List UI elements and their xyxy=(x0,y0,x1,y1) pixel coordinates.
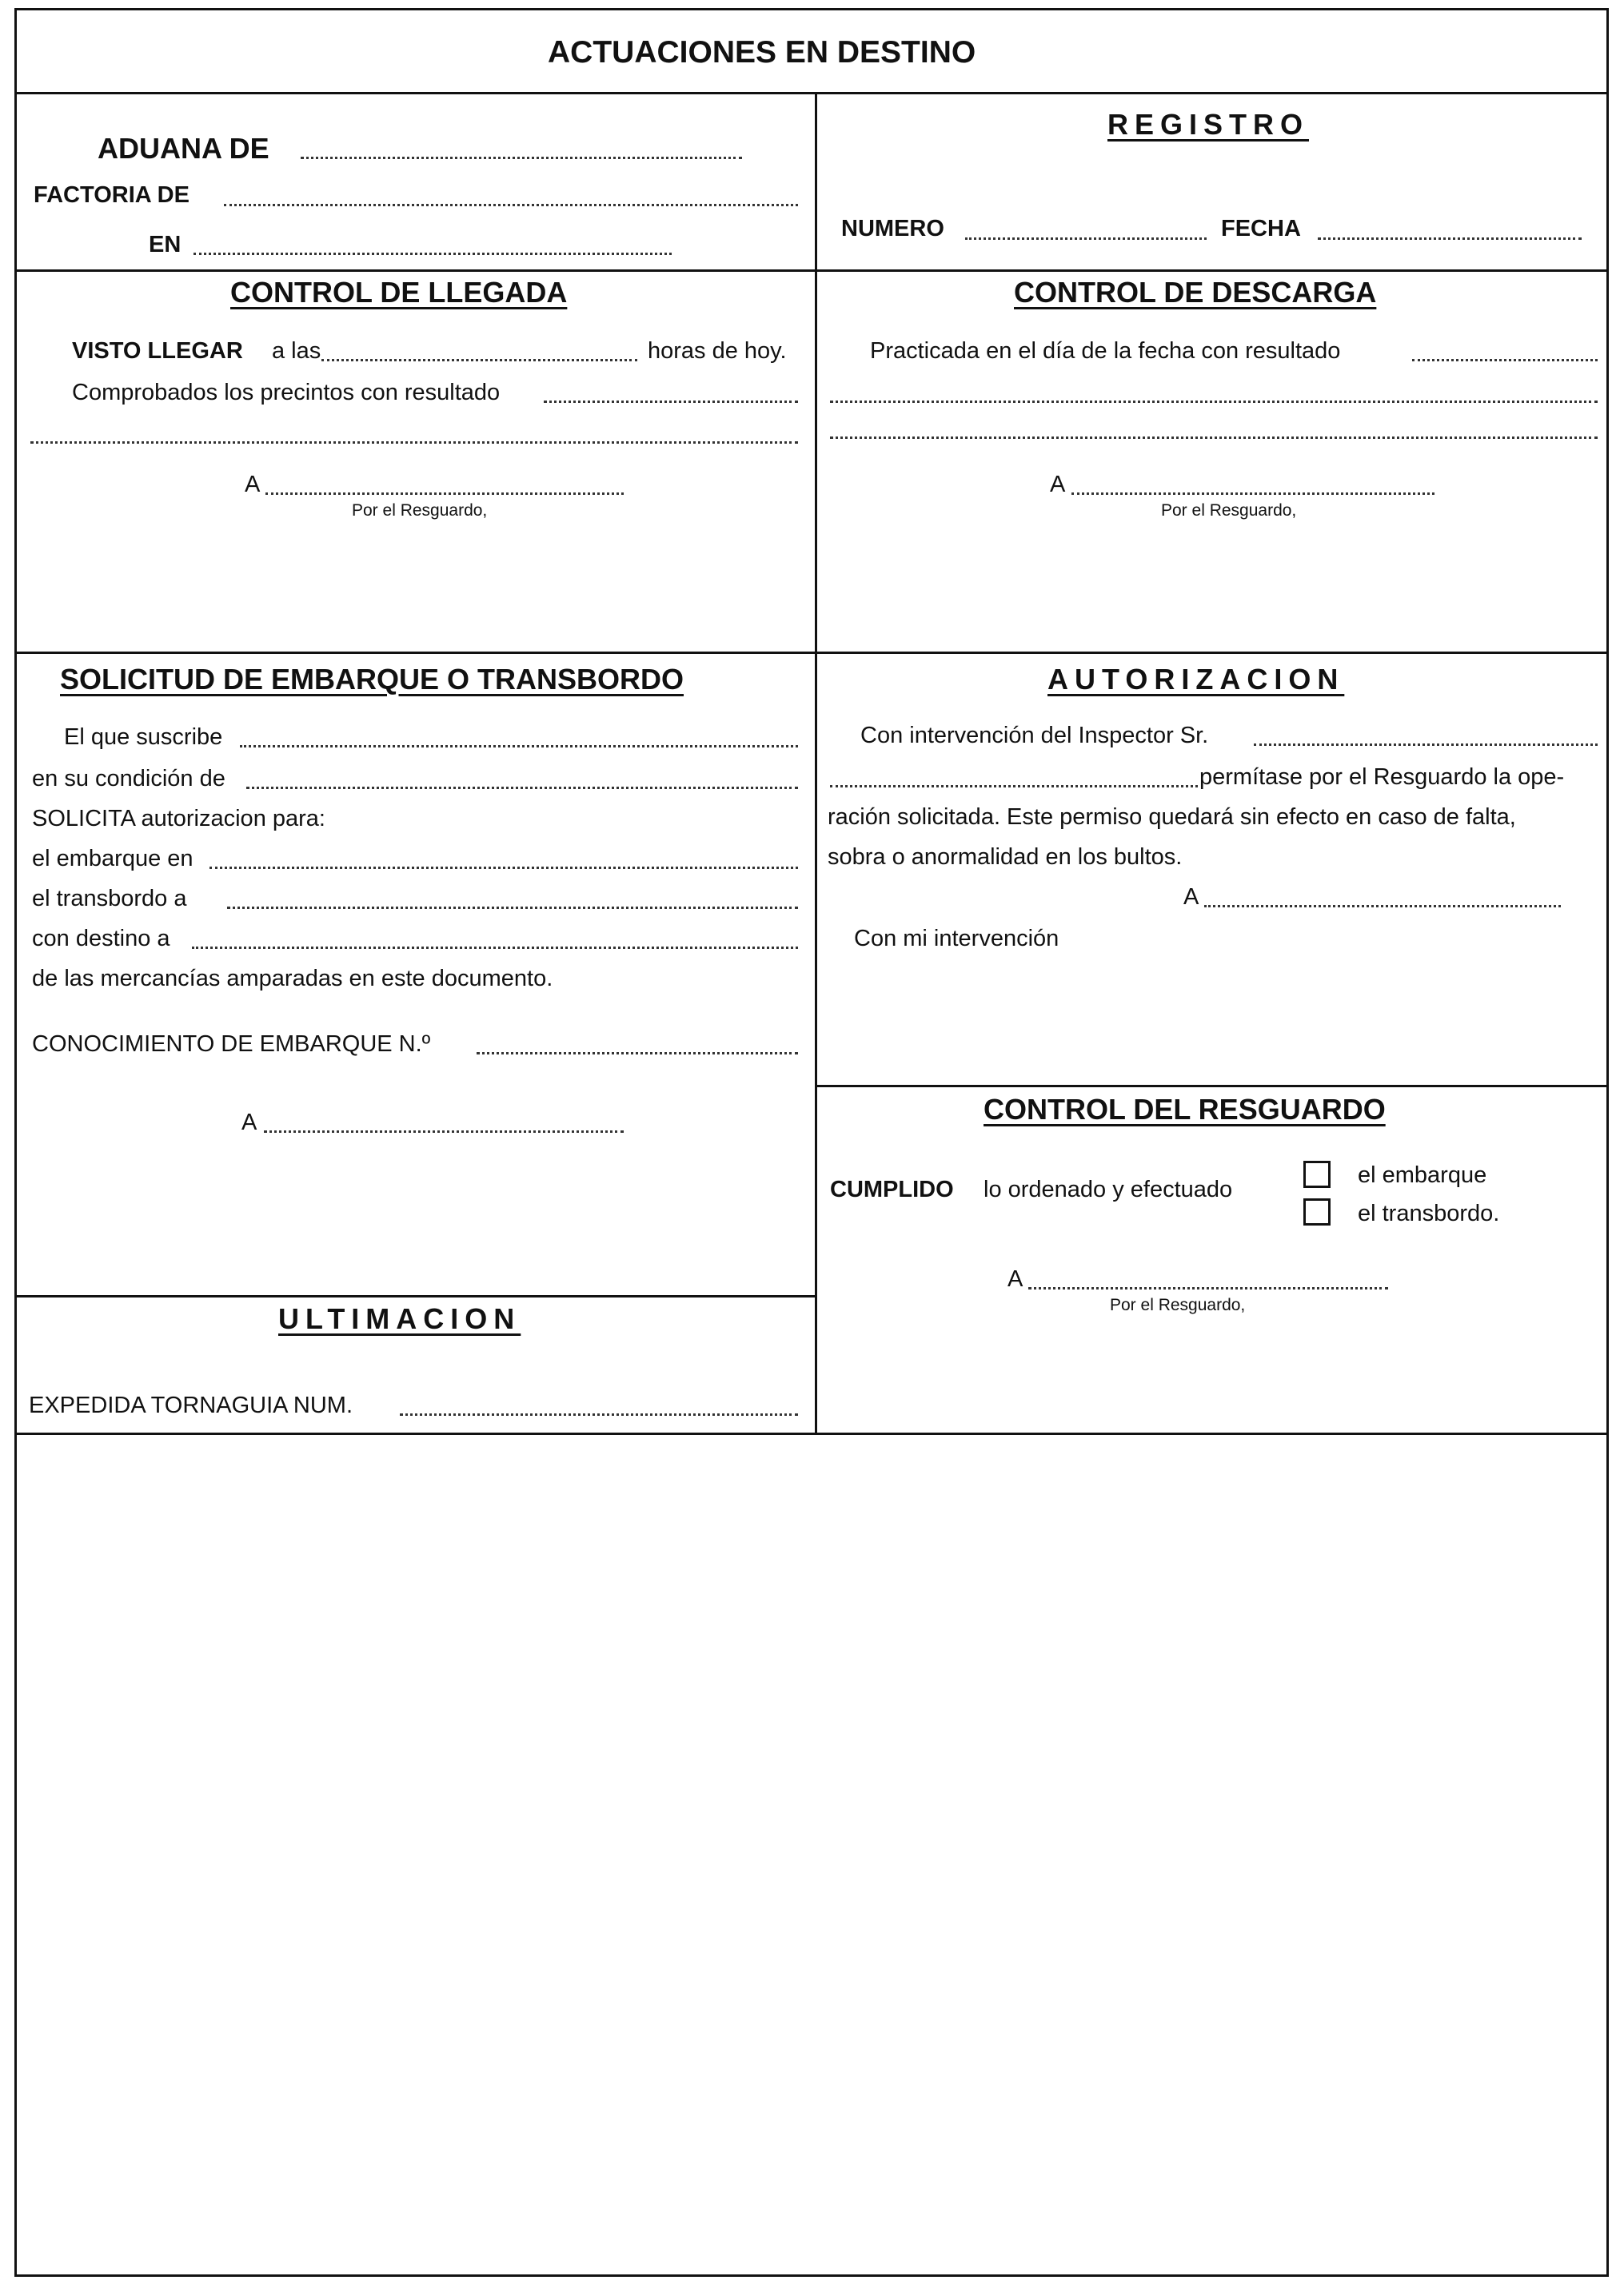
numero-label: NUMERO xyxy=(841,216,944,241)
embarque-option-label: el embarque xyxy=(1358,1162,1487,1188)
horas-label: horas de hoy. xyxy=(648,338,787,364)
solicitud-a-label: A xyxy=(241,1110,257,1135)
autorizacion-a-label: A xyxy=(1183,884,1199,910)
divider-header xyxy=(14,92,1609,94)
aduana-label: ADUANA DE xyxy=(98,132,269,165)
ultimacion-title: ULTIMACION xyxy=(278,1302,521,1335)
descarga-resultado-field-2[interactable] xyxy=(830,401,1598,403)
control-llegada-title: CONTROL DE LLEGADA xyxy=(230,276,568,309)
divider-row1 xyxy=(14,269,1609,272)
divider-resguardo xyxy=(815,1085,1609,1087)
divider-bottom xyxy=(14,1433,1609,1435)
control-resguardo-title: CONTROL DEL RESGUARDO xyxy=(984,1093,1386,1126)
condicion-field[interactable] xyxy=(246,787,798,789)
factoria-label: FACTORIA DE xyxy=(34,182,190,208)
inspector-field-2[interactable] xyxy=(830,785,1198,787)
embarque-label: el embarque en xyxy=(32,846,194,871)
resguardo-a-label: A xyxy=(1008,1266,1023,1292)
registro-title: REGISTRO xyxy=(1107,108,1310,141)
mercancias-label: de las mercancías amparadas en este documento. xyxy=(32,966,553,991)
hora-llegada-field[interactable] xyxy=(321,359,637,361)
precintos-field-2[interactable] xyxy=(30,441,798,444)
en-label: EN xyxy=(149,232,182,257)
fecha-label: FECHA xyxy=(1221,216,1301,241)
transbordo-field[interactable] xyxy=(227,907,798,909)
racion-label: ración solicitada. Este permiso quedará sin efecto en caso de falta, xyxy=(828,804,1516,830)
destino-label: con destino a xyxy=(32,926,170,951)
a-las-label: a las xyxy=(272,338,321,364)
fecha-field[interactable] xyxy=(1318,237,1582,240)
solicitud-lugar-field[interactable] xyxy=(264,1130,624,1133)
precintos-field[interactable] xyxy=(544,401,798,403)
embarque-field[interactable] xyxy=(209,867,798,869)
solicitud-title: SOLICITUD DE EMBARQUE O TRANSBORDO xyxy=(60,663,684,696)
sobra-label: sobra o anormalidad en los bultos. xyxy=(828,844,1183,870)
transbordo-label: el transbordo a xyxy=(32,886,187,911)
suscribe-label: El que suscribe xyxy=(64,724,223,750)
autorizacion-lugar-field[interactable] xyxy=(1204,905,1561,907)
expedida-label: EXPEDIDA TORNAGUIA NUM. xyxy=(29,1393,353,1418)
llegada-a-label: A xyxy=(245,472,261,497)
resguardo-lugar-field[interactable] xyxy=(1028,1287,1388,1290)
form-frame xyxy=(14,8,1609,2277)
conocimiento-label: CONOCIMIENTO DE EMBARQUE N.º xyxy=(32,1031,431,1057)
descarga-lugar-field[interactable] xyxy=(1071,492,1434,495)
destino-field[interactable] xyxy=(192,947,798,949)
aduana-field[interactable] xyxy=(301,157,742,159)
inspector-field[interactable] xyxy=(1254,743,1598,746)
divider-center xyxy=(815,92,817,1433)
condicion-label: en su condición de xyxy=(32,766,225,791)
autorizacion-title: AUTORIZACION xyxy=(1047,663,1345,696)
suscribe-field[interactable] xyxy=(240,745,798,747)
tornaguia-field[interactable] xyxy=(400,1413,798,1416)
page-title: ACTUACIONES EN DESTINO xyxy=(548,35,976,70)
llegada-lugar-field[interactable] xyxy=(265,492,624,495)
resguardo-firma-label: Por el Resguardo, xyxy=(1110,1296,1246,1314)
divider-ultimacion xyxy=(14,1295,815,1297)
descarga-a-label: A xyxy=(1050,472,1066,497)
llegada-resguardo-label: Por el Resguardo, xyxy=(352,501,488,520)
solicita-label: SOLICITA autorizacion para: xyxy=(32,806,325,831)
comprobados-label: Comprobados los precintos con resultado xyxy=(72,380,501,405)
numero-field[interactable] xyxy=(965,237,1207,240)
transbordo-option-label: el transbordo. xyxy=(1358,1201,1500,1226)
en-field[interactable] xyxy=(194,253,672,255)
cumplido-label: CUMPLIDO xyxy=(830,1177,954,1202)
descarga-resultado-field[interactable] xyxy=(1412,359,1598,361)
ordenado-label: lo ordenado y efectuado xyxy=(984,1177,1233,1202)
practicada-label: Practicada en el día de la fecha con resultado xyxy=(870,338,1341,364)
descarga-resultado-field-3[interactable] xyxy=(830,436,1598,439)
divider-row2 xyxy=(14,652,1609,654)
embarque-checkbox[interactable] xyxy=(1303,1161,1331,1188)
transbordo-checkbox[interactable] xyxy=(1303,1198,1331,1226)
descarga-resguardo-label: Por el Resguardo, xyxy=(1161,501,1297,520)
visto-label: VISTO LLEGAR xyxy=(72,338,243,364)
control-descarga-title: CONTROL DE DESCARGA xyxy=(1014,276,1377,309)
conocimiento-field[interactable] xyxy=(477,1052,798,1054)
intervencion-label: Con intervención del Inspector Sr. xyxy=(860,723,1209,748)
factoria-field[interactable] xyxy=(224,204,798,206)
permitase-label: permítase por el Resguardo la ope- xyxy=(1199,764,1565,790)
mi-intervencion-label: Con mi intervención xyxy=(854,926,1059,951)
